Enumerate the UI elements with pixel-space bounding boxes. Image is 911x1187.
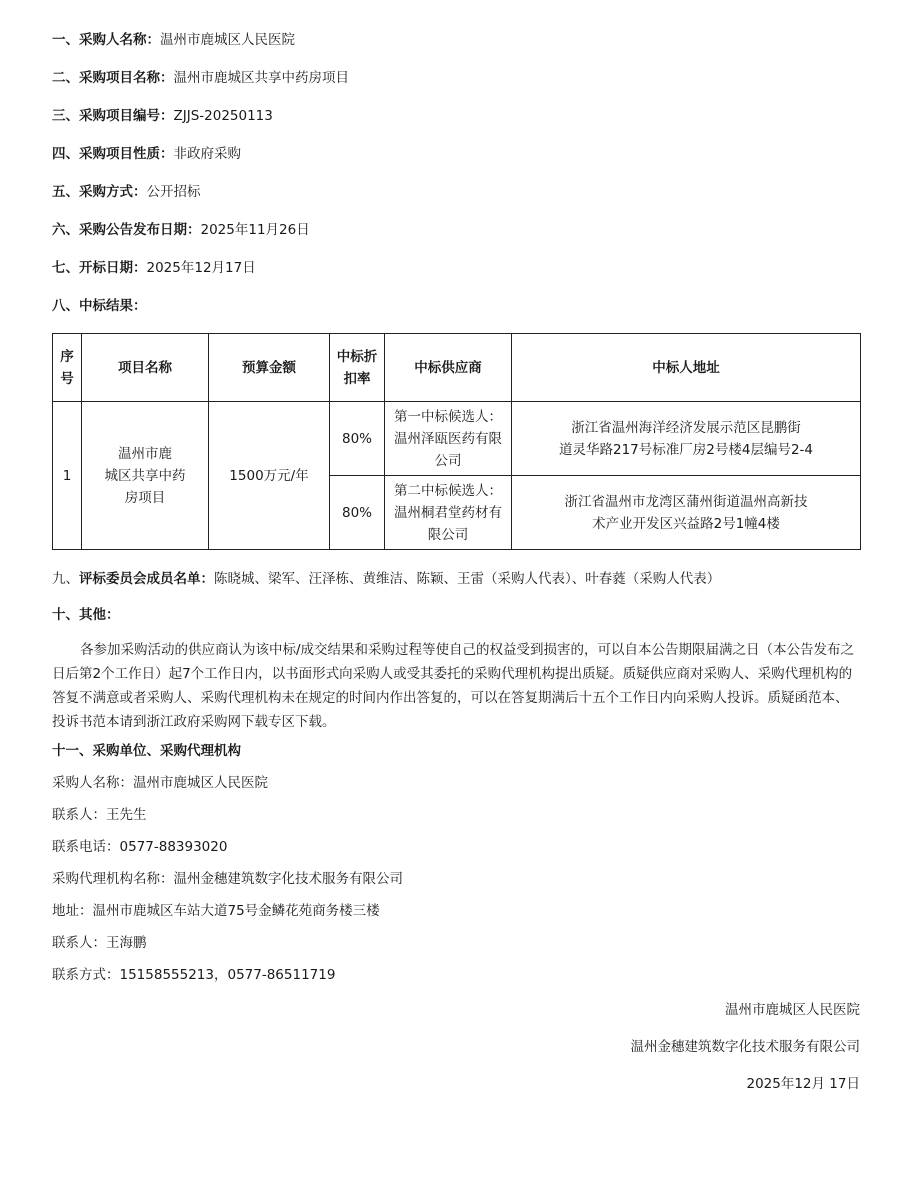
header-discount-rate: 中标折 扣率 bbox=[330, 334, 385, 402]
section-project-nature: 四、采购项目性质：非政府采购 bbox=[52, 146, 241, 162]
signature-org-2: 温州金穗建筑数字化技术服务有限公司 bbox=[630, 1039, 860, 1055]
section-units-heading: 十一、采购单位、采购代理机构 bbox=[52, 743, 241, 759]
section-other-paragraph: 各参加采购活动的供应商认为该中标/成交结果和采购过程等使自己的权益受到损害的，可以自本公告期限届满之日（本公告发布之日后第2个工作日）起7个工作日内，以书面形式向采购人或受其委托的采购代理机构提出质疑。质疑供应商对采购人、采购代理机构的答复不满意或者采购人、采购代理机构未在规定的时间内作出答复的，可以在答复期满后十五个工作日内向采购人投诉。质疑函范本、投诉书范本请到浙江政府采购网下载专区下载。 bbox=[52, 642, 855, 730]
header-seq: 序 号 bbox=[53, 334, 82, 402]
section-opening-date: 七、开标日期：2025年12月17日 bbox=[52, 260, 256, 276]
header-project-name: 项目名称 bbox=[82, 334, 209, 402]
cell-address: 浙江省温州海洋经济发展示范区昆鹏街 道灵华路217号标准厂房2号楼4层编号2-4 bbox=[512, 402, 861, 476]
cell-address: 浙江省温州市龙湾区蒲州街道温州高新技 术产业开发区兴益路2号1幢4楼 bbox=[512, 476, 861, 550]
signature-date: 2025年12月 17日 bbox=[746, 1076, 860, 1092]
section-project-name: 二、采购项目名称：温州市鹿城区共享中药房项目 bbox=[52, 70, 349, 86]
section-project-number: 三、采购项目编号：ZJJS-20250113 bbox=[52, 108, 273, 124]
section-committee-members: 九、评标委员会成员名单：陈晓城、梁军、汪泽栋、黄维洁、陈颖、王雷（采购人代表）、叶春蕤（采购人代表） bbox=[52, 571, 721, 587]
contact-agency-person: 联系人：王海鹏 bbox=[52, 935, 147, 951]
table-header-row bbox=[53, 334, 861, 402]
header-supplier: 中标供应商 bbox=[385, 334, 512, 402]
table-row bbox=[53, 402, 861, 476]
contact-address: 地址：温州市鹿城区车站大道75号金鳞花苑商务楼三楼 bbox=[52, 903, 380, 919]
award-results-table bbox=[52, 333, 861, 550]
contact-agency-phone: 联系方式：15158555213，0577-86511719 bbox=[52, 967, 336, 983]
section-announcement-date: 六、采购公告发布日期：2025年11月26日 bbox=[52, 222, 310, 238]
header-budget: 预算金额 bbox=[209, 334, 330, 402]
contact-person: 联系人：王先生 bbox=[52, 807, 147, 823]
section-purchaser-name: 一、采购人名称：温州市鹿城区人民医院 bbox=[52, 32, 295, 48]
cell-budget: 1500万元/年 bbox=[209, 402, 330, 550]
contact-phone: 联系电话：0577-88393020 bbox=[52, 839, 228, 855]
section-other-heading: 十、其他： bbox=[52, 607, 120, 623]
cell-rate: 80% bbox=[330, 476, 385, 550]
contact-agency-name: 采购代理机构名称：温州金穗建筑数字化技术服务有限公司 bbox=[52, 871, 403, 887]
section-procurement-method: 五、采购方式：公开招标 bbox=[52, 184, 201, 200]
cell-supplier: 第一中标候选人： 温州泽瓯医药有限 公司 bbox=[385, 402, 512, 476]
cell-supplier: 第二中标候选人： 温州桐君堂药材有 限公司 bbox=[385, 476, 512, 550]
cell-seq: 1 bbox=[53, 402, 82, 550]
cell-rate: 80% bbox=[330, 402, 385, 476]
cell-project-name: 温州市鹿 城区共享中药 房项目 bbox=[82, 402, 209, 550]
section-award-results-heading: 八、中标结果： bbox=[52, 298, 147, 314]
contact-purchaser-name: 采购人名称：温州市鹿城区人民医院 bbox=[52, 775, 268, 791]
signature-org-1: 温州市鹿城区人民医院 bbox=[725, 1002, 860, 1018]
header-address: 中标人地址 bbox=[512, 334, 861, 402]
